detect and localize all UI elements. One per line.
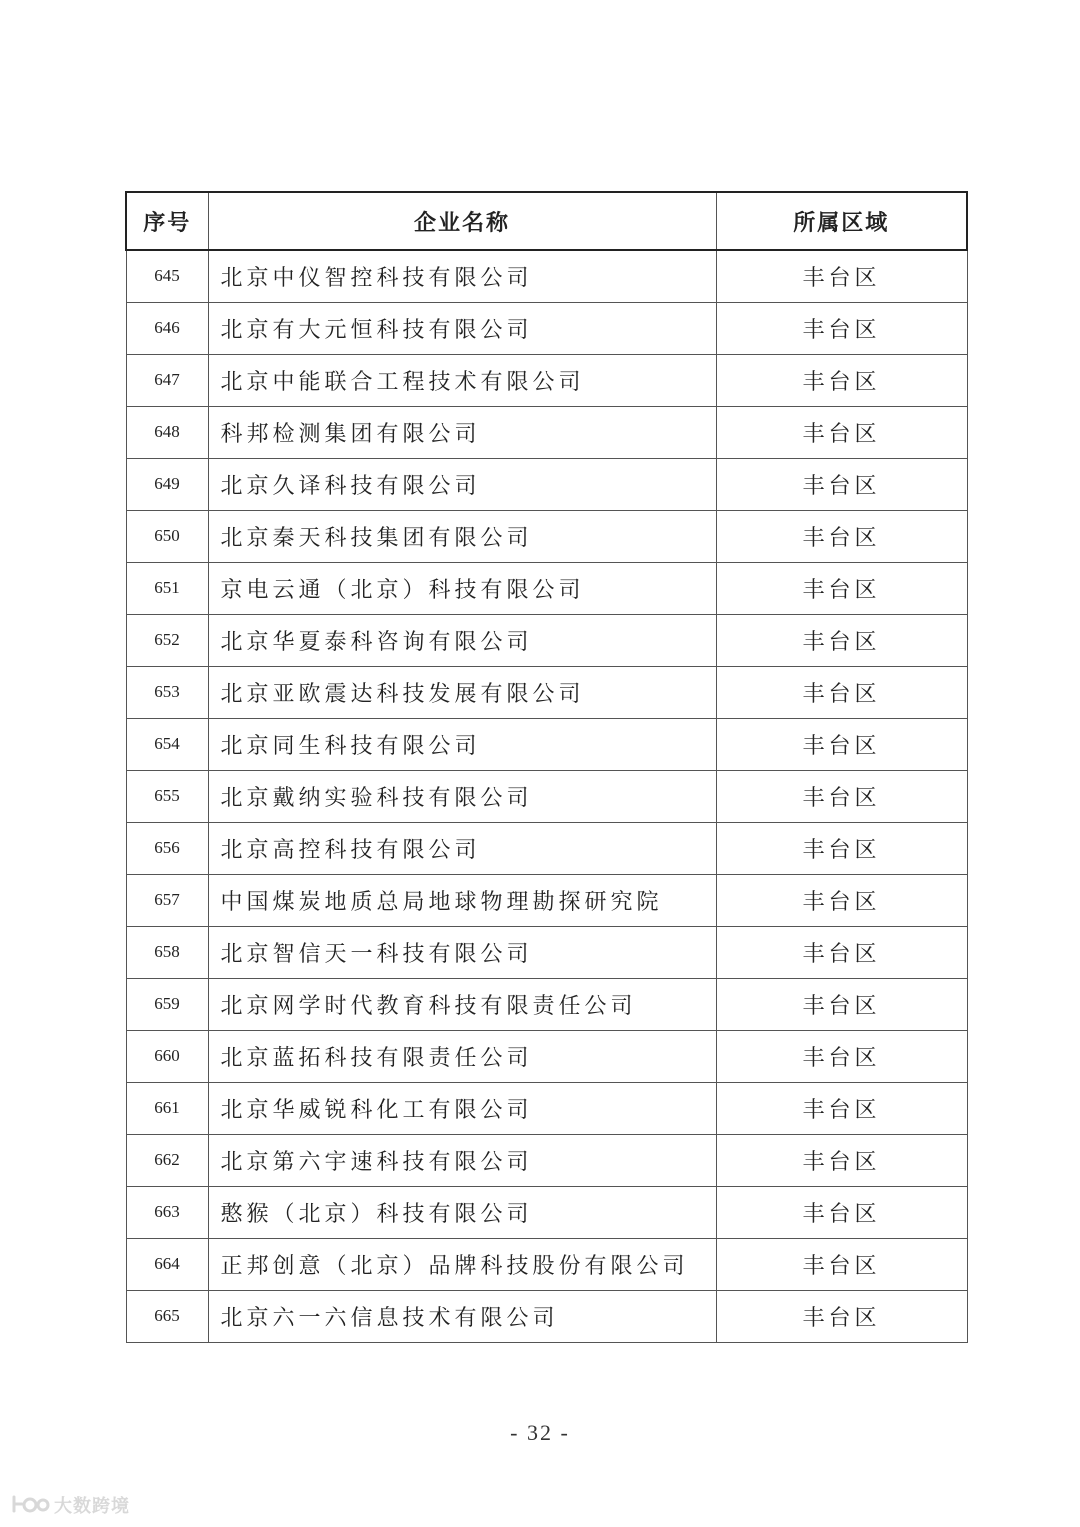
company-name-cell: 北京华威锐科化工有限公司 <box>208 1082 716 1134</box>
region-cell: 丰台区 <box>716 1030 967 1082</box>
header-row <box>126 192 967 250</box>
region-cell: 丰台区 <box>716 1186 967 1238</box>
serial-number-cell: 660 <box>126 1030 208 1082</box>
serial-number-cell: 654 <box>126 718 208 770</box>
table-row <box>126 1238 967 1290</box>
serial-number-cell: 652 <box>126 614 208 666</box>
table-row <box>126 614 967 666</box>
logo-icon <box>10 1493 50 1517</box>
table-row <box>126 1134 967 1186</box>
header-serial-number: 序号 <box>126 192 208 250</box>
region-cell: 丰台区 <box>716 1290 967 1342</box>
table-row <box>126 302 967 354</box>
region-cell: 丰台区 <box>716 250 967 302</box>
serial-number-cell: 650 <box>126 510 208 562</box>
serial-number-cell: 645 <box>126 250 208 302</box>
header-region: 所属区域 <box>716 192 967 250</box>
region-cell: 丰台区 <box>716 822 967 874</box>
serial-number-cell: 664 <box>126 1238 208 1290</box>
table-row <box>126 926 967 978</box>
table-body <box>126 250 967 1342</box>
company-name-cell: 北京亚欧震达科技发展有限公司 <box>208 666 716 718</box>
serial-number-cell: 649 <box>126 458 208 510</box>
region-cell: 丰台区 <box>716 562 967 614</box>
region-cell: 丰台区 <box>716 614 967 666</box>
serial-number-cell: 662 <box>126 1134 208 1186</box>
company-name-cell: 北京戴纳实验科技有限公司 <box>208 770 716 822</box>
company-name-cell: 京电云通（北京）科技有限公司 <box>208 562 716 614</box>
table-row <box>126 1186 967 1238</box>
region-cell: 丰台区 <box>716 302 967 354</box>
region-cell: 丰台区 <box>716 666 967 718</box>
table-row <box>126 354 967 406</box>
serial-number-cell: 655 <box>126 770 208 822</box>
table-row <box>126 978 967 1030</box>
serial-number-cell: 658 <box>126 926 208 978</box>
region-cell: 丰台区 <box>716 458 967 510</box>
table-row <box>126 1290 967 1342</box>
region-cell: 丰台区 <box>716 926 967 978</box>
region-cell: 丰台区 <box>716 1082 967 1134</box>
table-row <box>126 458 967 510</box>
serial-number-cell: 651 <box>126 562 208 614</box>
company-name-cell: 北京高控科技有限公司 <box>208 822 716 874</box>
table-row <box>126 250 967 302</box>
table-row <box>126 666 967 718</box>
table-row <box>126 510 967 562</box>
region-cell: 丰台区 <box>716 718 967 770</box>
watermark-text: 大数跨境 <box>54 1496 130 1517</box>
serial-number-cell: 665 <box>126 1290 208 1342</box>
serial-number-cell: 661 <box>126 1082 208 1134</box>
enterprise-table <box>125 191 968 1343</box>
table-row <box>126 1082 967 1134</box>
company-name-cell: 北京华夏泰科咨询有限公司 <box>208 614 716 666</box>
company-name-cell: 北京有大元恒科技有限公司 <box>208 302 716 354</box>
serial-number-cell: 656 <box>126 822 208 874</box>
table-row <box>126 874 967 926</box>
region-cell: 丰台区 <box>716 978 967 1030</box>
company-name-cell: 北京久译科技有限公司 <box>208 458 716 510</box>
region-cell: 丰台区 <box>716 354 967 406</box>
company-name-cell: 北京中仪智控科技有限公司 <box>208 250 716 302</box>
company-name-cell: 北京同生科技有限公司 <box>208 718 716 770</box>
company-name-cell: 北京中能联合工程技术有限公司 <box>208 354 716 406</box>
company-name-cell: 北京第六宇速科技有限公司 <box>208 1134 716 1186</box>
serial-number-cell: 646 <box>126 302 208 354</box>
table-row <box>126 1030 967 1082</box>
company-name-cell: 科邦检测集团有限公司 <box>208 406 716 458</box>
company-name-cell: 北京六一六信息技术有限公司 <box>208 1290 716 1342</box>
table-row <box>126 562 967 614</box>
region-cell: 丰台区 <box>716 770 967 822</box>
table-row <box>126 406 967 458</box>
page-number: - 32 - <box>510 1420 570 1445</box>
region-cell: 丰台区 <box>716 510 967 562</box>
table-row <box>126 822 967 874</box>
company-name-cell: 中国煤炭地质总局地球物理勘探研究院 <box>208 874 716 926</box>
serial-number-cell: 647 <box>126 354 208 406</box>
company-name-cell: 北京网学时代教育科技有限责任公司 <box>208 978 716 1030</box>
table-header <box>126 192 967 250</box>
company-name-cell: 北京秦天科技集团有限公司 <box>208 510 716 562</box>
serial-number-cell: 653 <box>126 666 208 718</box>
table-row <box>126 718 967 770</box>
company-name-cell: 北京智信天一科技有限公司 <box>208 926 716 978</box>
serial-number-cell: 648 <box>126 406 208 458</box>
company-name-cell: 憨猴（北京）科技有限公司 <box>208 1186 716 1238</box>
company-name-cell: 正邦创意（北京）品牌科技股份有限公司 <box>208 1238 716 1290</box>
serial-number-cell: 657 <box>126 874 208 926</box>
region-cell: 丰台区 <box>716 1238 967 1290</box>
header-company-name: 企业名称 <box>208 192 716 250</box>
company-name-cell: 北京蓝拓科技有限责任公司 <box>208 1030 716 1082</box>
region-cell: 丰台区 <box>716 406 967 458</box>
table-row <box>126 770 967 822</box>
region-cell: 丰台区 <box>716 1134 967 1186</box>
serial-number-cell: 659 <box>126 978 208 1030</box>
watermark <box>10 1492 130 1518</box>
serial-number-cell: 663 <box>126 1186 208 1238</box>
region-cell: 丰台区 <box>716 874 967 926</box>
